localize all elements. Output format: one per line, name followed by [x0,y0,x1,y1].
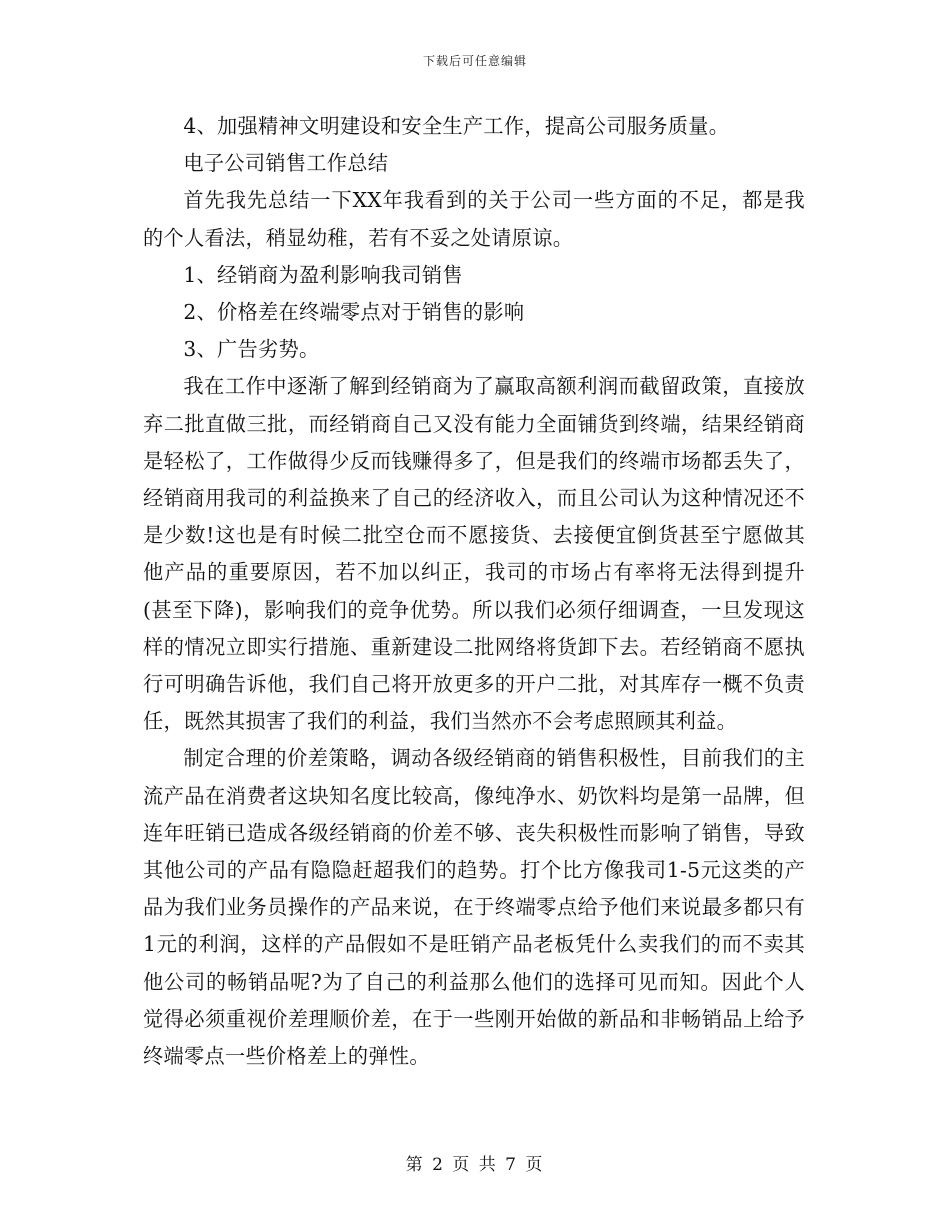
paragraph-item-4: 4、加强精神文明建设和安全生产工作，提高公司服务质量。 [183,114,730,138]
section-title: 电子公司销售工作总结 [183,151,389,176]
document-body [143,108,805,1075]
list-item: 2、价格差在终端零点对于销售的影响 [183,300,525,325]
page-header-note: 下载后可任意编辑 [422,54,527,68]
list-item: 1、经销商为盈利影响我司销售 [183,262,463,287]
page-number: 第 2 页 共 7 页 [405,1155,545,1175]
list-item: 3、广告劣势。 [183,337,320,362]
paragraph-dealer-analysis: 我在工作中逐渐了解到经销商为了赢取高额利润而截留政策，直接放弃二批直做三批，而经销商自己又没有能力全面铺货到终端，结果经销商是轻松了，工作做得少反而钱赚得多了，但是我们的终端市场都丢失了，经销商用我司的利益换来了自己的经济收入，而且公司认为这种情况还不是少数!这也是有时候二批空仓而不愿接货、去接便宜倒货甚至宁愿做其他产品的重要原因，若不加以纠正，我司的市场占有率将无法得到提升(甚至下降)，影响我们的竞争优势。所以我们必须仔细调查，一旦发现这样的情况立即实行措施、重新建设二批网络将货卸下去。若经销商不愿执行可明确告诉他，我们自己将开放更多的开户二批，对其库存一概不负责任，既然其损害了我们的利益，我们当然亦不会考虑照顾其利益。 [143,374,805,734]
paragraph-intro: 首先我先总结一下XX年我看到的关于公司一些方面的不足，都是我的个人看法，稍显幼稚，若有不妥之处请原谅。 [143,188,805,250]
paragraph-price-strategy: 制定合理的价差策略，调动各级经销商的销售积极性，目前我们的主流产品在消费者这块知名度比较高，像纯净水、奶饮料均是第一品牌，但连年旺销已造成各级经销商的价差不够、丧失积极性而影响了销售，导致其他公司的产品有隐隐赶超我们的趋势。打个比方像我司1-5元这类的产品为我们业务员操作的产品来说，在于终端零点给予他们来说最多都只有1元的利润，这样的产品假如不是旺销产品老板凭什么卖我们的而不卖其他公司的畅销品呢?为了自己的利益那么他们的选择可见而知。因此个人觉得必须重视价差理顺价差，在于一些刚开始做的新品和非畅销品上给予终端零点一些价格差上的弹性。 [143,746,805,1069]
